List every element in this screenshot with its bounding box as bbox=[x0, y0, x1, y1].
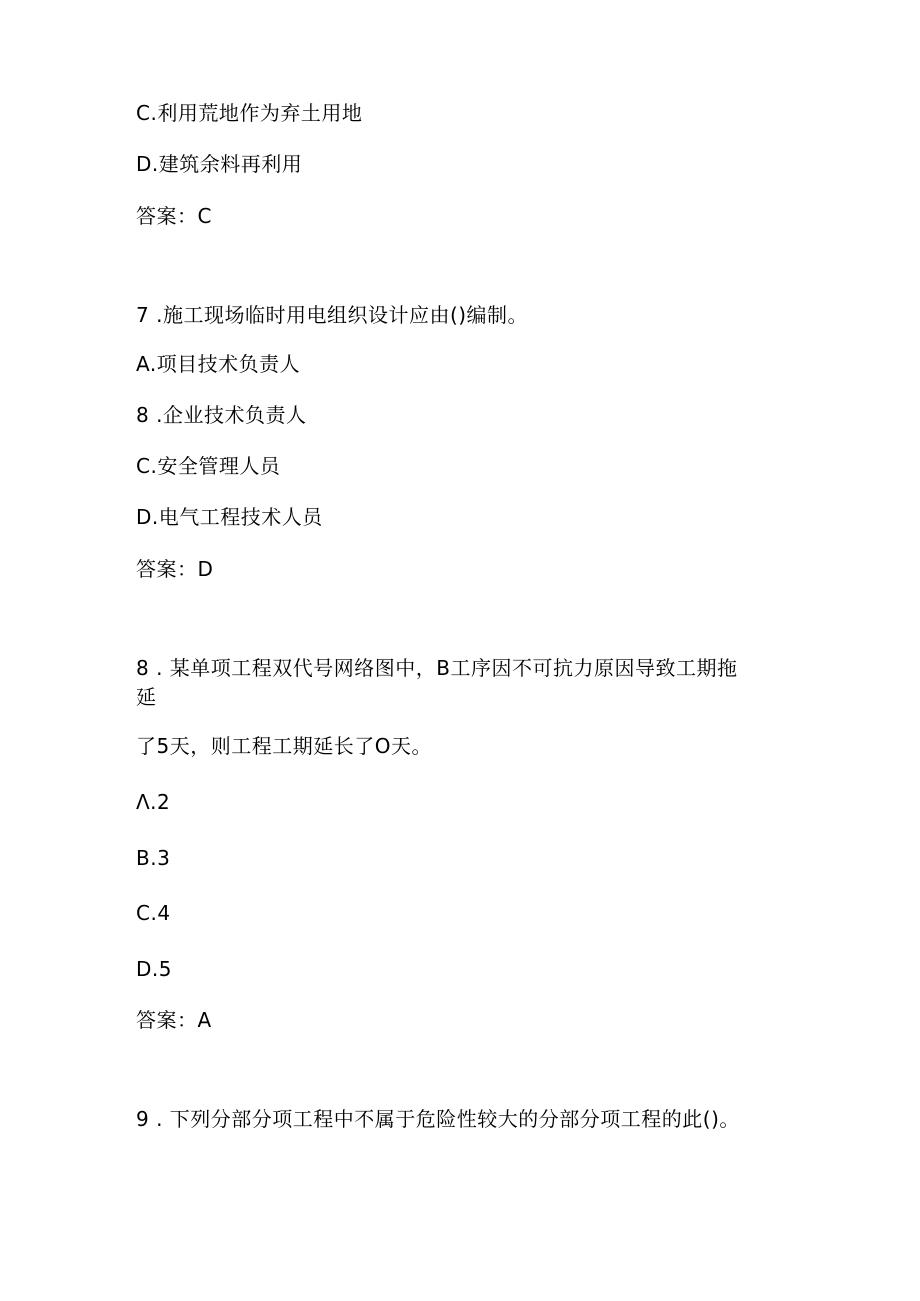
question-8-line1: 8 . 某单项工程双代号网络图中，B工序因不可抗力原因导致工期拖 bbox=[136, 656, 738, 680]
question-8-line3: 了5天，则工程工期延长了O天。 bbox=[136, 734, 432, 758]
question-7: 7 .施工现场临时用电组织设计应由()编制。 bbox=[136, 303, 529, 327]
option-c-q7: C.安全管理人员 bbox=[136, 454, 281, 478]
option-b-q7: 8 .企业技术负责人 bbox=[136, 403, 307, 427]
option-d-q6: D.建筑余料再利用 bbox=[136, 152, 303, 176]
option-a-q8: Λ.2 bbox=[136, 790, 171, 814]
option-d-q8: D.5 bbox=[136, 957, 172, 981]
answer-q7: 答案：D bbox=[136, 557, 214, 581]
answer-q8: 答案：A bbox=[136, 1008, 212, 1032]
answer-q6: 答案：C bbox=[136, 204, 212, 228]
option-d-q7: D.电气工程技术人员 bbox=[136, 505, 323, 529]
option-c-q6: C.利用荒地作为弃土用地 bbox=[136, 101, 363, 125]
option-c-q8: C.4 bbox=[136, 901, 171, 925]
question-9: 9 . 下列分部分项工程中不属于危险性较大的分部分项工程的此()。 bbox=[136, 1107, 740, 1131]
question-8-line2: 延 bbox=[136, 685, 157, 709]
option-b-q8: B.3 bbox=[136, 846, 171, 870]
option-a-q7: A.项目技术负责人 bbox=[136, 352, 301, 376]
